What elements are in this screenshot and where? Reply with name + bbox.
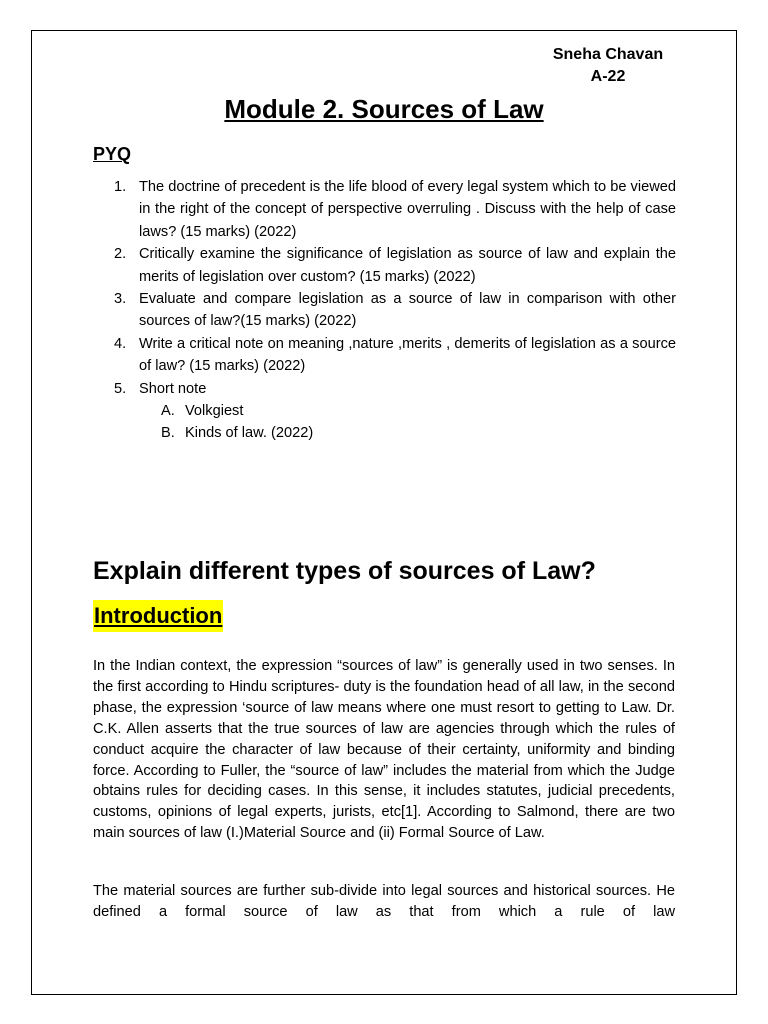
list-text: The doctrine of precedent is the life blood of every legal system which to be viewed in the right of the concept of perspective overruling . Discuss with the help of case laws? (15 marks) (2022) xyxy=(139,179,676,240)
sub-list-item xyxy=(161,400,676,422)
list-number: 4. xyxy=(114,335,127,352)
list-number: 3. xyxy=(114,291,127,308)
short-note-list xyxy=(139,400,676,445)
list-item xyxy=(114,288,676,333)
sub-list-text: Volkgiest xyxy=(185,403,244,420)
pyq-heading: PYQ xyxy=(93,144,132,164)
author-roll: A-22 xyxy=(590,68,626,85)
list-item xyxy=(114,378,676,445)
body-paragraph-2: The material sources are further sub-divide into legal sources and historical sources. He defined a formal source of law as that from which a rule of law xyxy=(93,883,675,920)
page-border xyxy=(31,30,737,995)
sub-list-item xyxy=(161,422,676,444)
list-text: Critically examine the significance of legislation as source of law and explain the merits of legislation over custom? (15 marks) (2022) xyxy=(139,246,676,285)
sub-list-letter: B. xyxy=(161,425,175,442)
author-name: Sneha Chavan xyxy=(552,46,664,63)
list-text: Short note xyxy=(139,380,207,397)
body-paragraph-1: In the Indian context, the expression “sources of law” is generally used in two senses. In the first according to Hindu scriptures- duty is the foundation head of all law, in the second phase, the expression ‘source of law means where one must resort to getting to Law. Dr. C.K. Allen asserts that the true sources of law are agencies through which the rules of conduct acquire the character of law because of their certainty, uniformity and binding force. According to Fuller, the “source of law” includes the material from which the Judge obtains rules for deciding cases. In this sense, it includes statutes, judicial precedents, customs, opinions of legal experts, jurists, etc[1]. According to Salmond, there are two main sources of law (I.)Material Source and (ii) Formal Source of Law. xyxy=(93,658,675,842)
list-item xyxy=(114,243,676,288)
sub-list-letter: A. xyxy=(161,403,175,420)
list-number: 2. xyxy=(114,246,127,263)
page-title: Module 2. Sources of Law xyxy=(224,94,544,124)
sub-list-text: Kinds of law. (2022) xyxy=(185,425,314,442)
list-text: Evaluate and compare legislation as a source of law in comparison with other sources of law?(15 marks) (2022) xyxy=(139,291,676,330)
list-number: 5. xyxy=(114,380,127,397)
list-item xyxy=(114,176,676,243)
author-block xyxy=(520,44,696,88)
introduction-heading: Introduction xyxy=(93,600,223,632)
section-heading: Explain different types of sources of Law? xyxy=(93,557,596,585)
list-number: 1. xyxy=(114,179,127,195)
list-text: Write a critical note on meaning ,nature ,merits , demerits of legislation as a source of law? (15 marks) (2022) xyxy=(139,335,676,375)
list-item xyxy=(114,333,676,378)
question-list xyxy=(114,176,676,445)
